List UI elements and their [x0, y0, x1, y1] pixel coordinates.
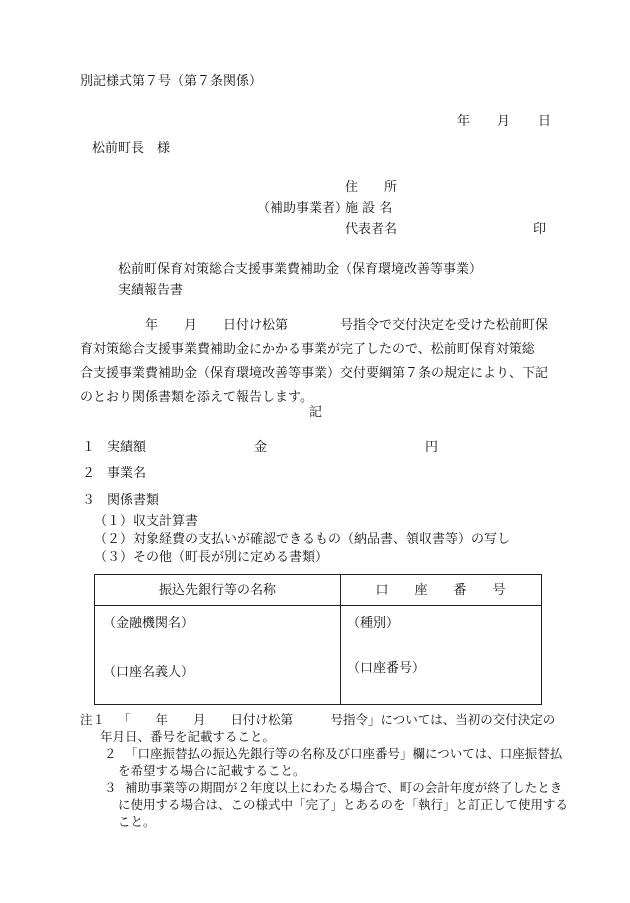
body-line: のとおり関係書類を添えて報告します。: [80, 390, 313, 405]
document-title-line1: 松前町保育対策総合支援事業費補助金（保育環境改善等事業）: [118, 262, 483, 277]
institution-field[interactable]: （金融機関名）: [103, 616, 195, 631]
facility-label: 施 設 名: [345, 201, 393, 216]
body-paragraph: [80, 318, 558, 414]
note1-line2: 年月日、番号を記載すること。: [100, 729, 276, 744]
account-holder-field[interactable]: （口座名義人）: [103, 665, 195, 680]
representative-label: 代表者名: [345, 222, 398, 237]
item1-kin: 金: [254, 440, 268, 455]
role-label: （補助事業者）: [257, 201, 349, 216]
body-line: 年 月 日付け松第 号指令で交付決定を受けた松前町保: [80, 318, 549, 333]
item2-number: ２: [82, 466, 96, 481]
table-divider-horizontal: [95, 605, 541, 606]
date-day: 日: [538, 114, 552, 129]
note2-line1: 「口座振替払の振込先銀行等の名称及び口座番号」欄については、口座振替払: [125, 746, 563, 761]
item3-sub3: （３）その他（町長が別に定める書類）: [94, 550, 329, 565]
header-account-number: 口 座 番 号: [375, 583, 506, 598]
item3-number: ３: [82, 493, 96, 508]
note3-line3: こと。: [118, 814, 156, 829]
item2-label: 事業名: [107, 466, 147, 481]
form-number: 別記様式第７号（第７条関係）: [80, 74, 263, 89]
note2-prefix: ２: [104, 746, 117, 761]
bank-account-table: [94, 574, 542, 705]
header-bank-name: 振込先銀行等の名称: [158, 583, 276, 598]
item3-sub1: （１）収支計算書: [94, 514, 199, 529]
body-line: 合支援事業費補助金（保育環境改善等事業）交付要綱第７条の規定により、下記: [80, 366, 549, 381]
item1-number: １: [82, 440, 96, 455]
note1-prefix: 注１: [80, 712, 106, 727]
seal-mark: 印: [533, 222, 547, 237]
addressee: 松前町長 様: [92, 141, 171, 156]
body-line: 育対策総合支援事業費補助金にかかる事業が完了したので、松前町保育対策総: [80, 342, 535, 357]
account-number-field[interactable]: （口座番号）: [347, 661, 426, 676]
ki-heading: 記: [309, 405, 323, 420]
account-type-field[interactable]: （種別）: [347, 616, 400, 631]
note3-line2: に使用する場合は、この様式中「完了」とあるのを「執行」と訂正して使用する: [118, 797, 569, 812]
date-month: 月: [497, 114, 511, 129]
note3-line1: 補助事業等の期間が２年度以上にわたる場合で、町の会計年度が終了したとき: [125, 780, 563, 795]
document-title-line2: 実績報告書: [118, 283, 184, 298]
address-label: 住 所: [345, 180, 398, 195]
note2-line2: を希望する場合に記載すること。: [118, 763, 306, 778]
item3-label: 関係書類: [107, 493, 160, 508]
item1-label: 実績額: [107, 440, 147, 455]
item1-yen: 円: [425, 440, 439, 455]
note3-prefix: ３: [104, 780, 117, 795]
note1-line1: 「 年 月 日付け松第 号指令」については、当初の交付決定の: [118, 712, 556, 727]
date-year: 年: [457, 114, 471, 129]
item3-sub2: （２）対象経費の支払いが確認できるもの（納品書、領収書等）の写し: [94, 532, 511, 547]
